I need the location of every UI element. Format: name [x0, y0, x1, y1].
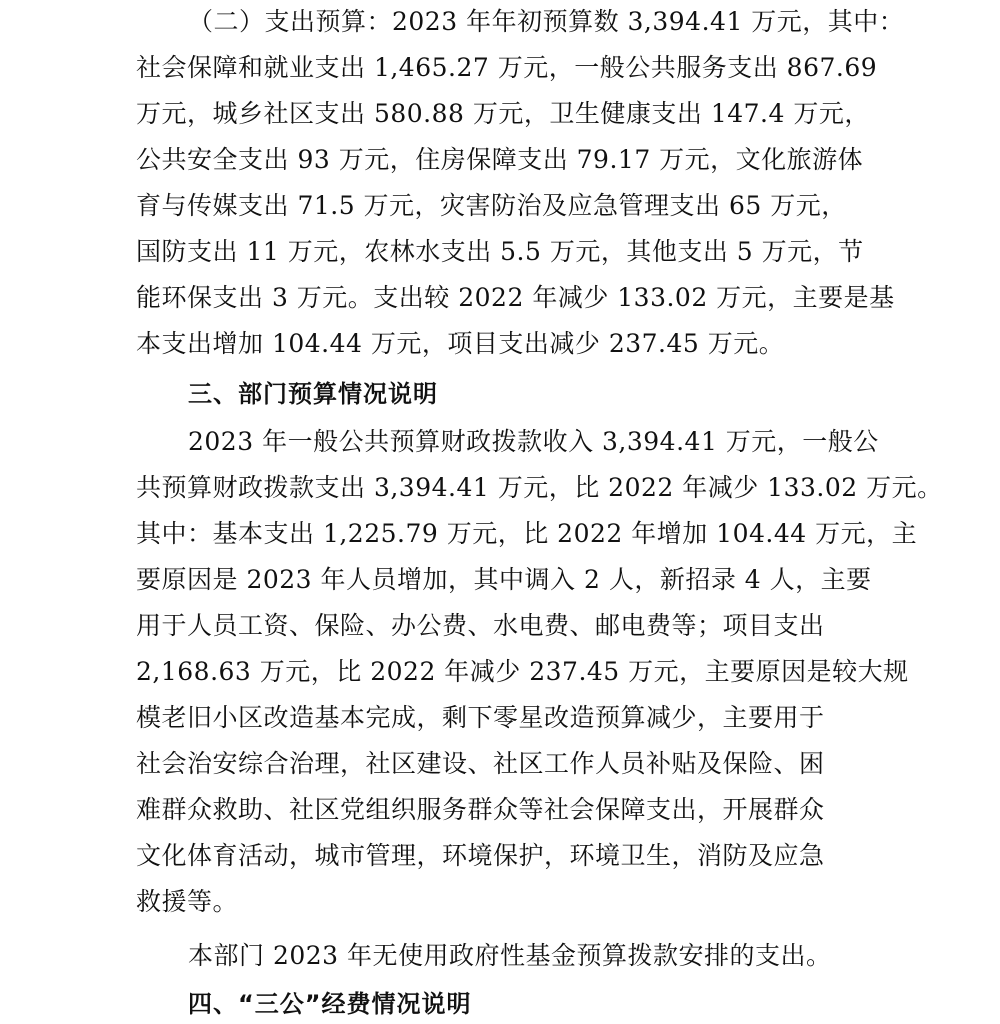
- paragraph-line: 万元，城乡社区支出 580.88 万元，卫生健康支出 147.4 万元，: [136, 99, 870, 128]
- paragraph-line: 其中：基本支出 1,225.79 万元，比 2022 年增加 104.44 万元，主: [136, 519, 918, 548]
- section-heading: 四、“三公”经费情况说明: [188, 990, 472, 1018]
- paragraph-line: 公共安全支出 93 万元，住房保障支出 79.17 万元，文化旅游体: [136, 145, 864, 174]
- paragraph-line: 本支出增加 104.44 万元，项目支出减少 237.45 万元。: [136, 329, 785, 358]
- paragraph-line: 2023 年一般公共预算财政拨款收入 3,394.41 万元，一般公: [188, 427, 879, 456]
- paragraph-line: 社会治安综合治理，社区建设、社区工作人员补贴及保险、困: [136, 749, 825, 778]
- paragraph-line: 育与传媒支出 71.5 万元，灾害防治及应急管理支出 65 万元，: [136, 191, 847, 220]
- paragraph-line: 救援等。: [136, 887, 239, 916]
- paragraph-line: 模老旧小区改造基本完成，剩下零星改造预算减少，主要用于: [136, 703, 825, 732]
- paragraph-line: 共预算财政拨款支出 3,394.41 万元，比 2022 年减少 133.02 万元。: [136, 473, 943, 502]
- paragraph-line: 文化体育活动，城市管理，环境保护，环境卫生，消防及应急: [136, 841, 825, 870]
- paragraph-line: （二）支出预算：2023 年年初预算数 3,394.41 万元，其中：: [188, 7, 905, 36]
- fund-note: 本部门 2023 年无使用政府性基金预算拨款安排的支出。: [188, 941, 832, 970]
- paragraph-line: 国防支出 11 万元，农林水支出 5.5 万元，其他支出 5 万元，节: [136, 237, 864, 266]
- section-heading: 三、部门预算情况说明: [188, 380, 438, 408]
- paragraph-line: 社会保障和就业支出 1,465.27 万元，一般公共服务支出 867.69: [136, 53, 878, 82]
- paragraph-line: 能环保支出 3 万元。支出较 2022 年减少 133.02 万元，主要是基: [136, 283, 895, 312]
- paragraph-line: 用于人员工资、保险、办公费、水电费、邮电费等；项目支出: [136, 611, 825, 640]
- paragraph-line: 2,168.63 万元，比 2022 年减少 237.45 万元，主要原因是较大规: [136, 657, 909, 686]
- paragraph-line: 要原因是 2023 年人员增加，其中调入 2 人，新招录 4 人，主要: [136, 565, 872, 594]
- paragraph-line: 难群众救助、社区党组织服务群众等社会保障支出，开展群众: [136, 795, 825, 824]
